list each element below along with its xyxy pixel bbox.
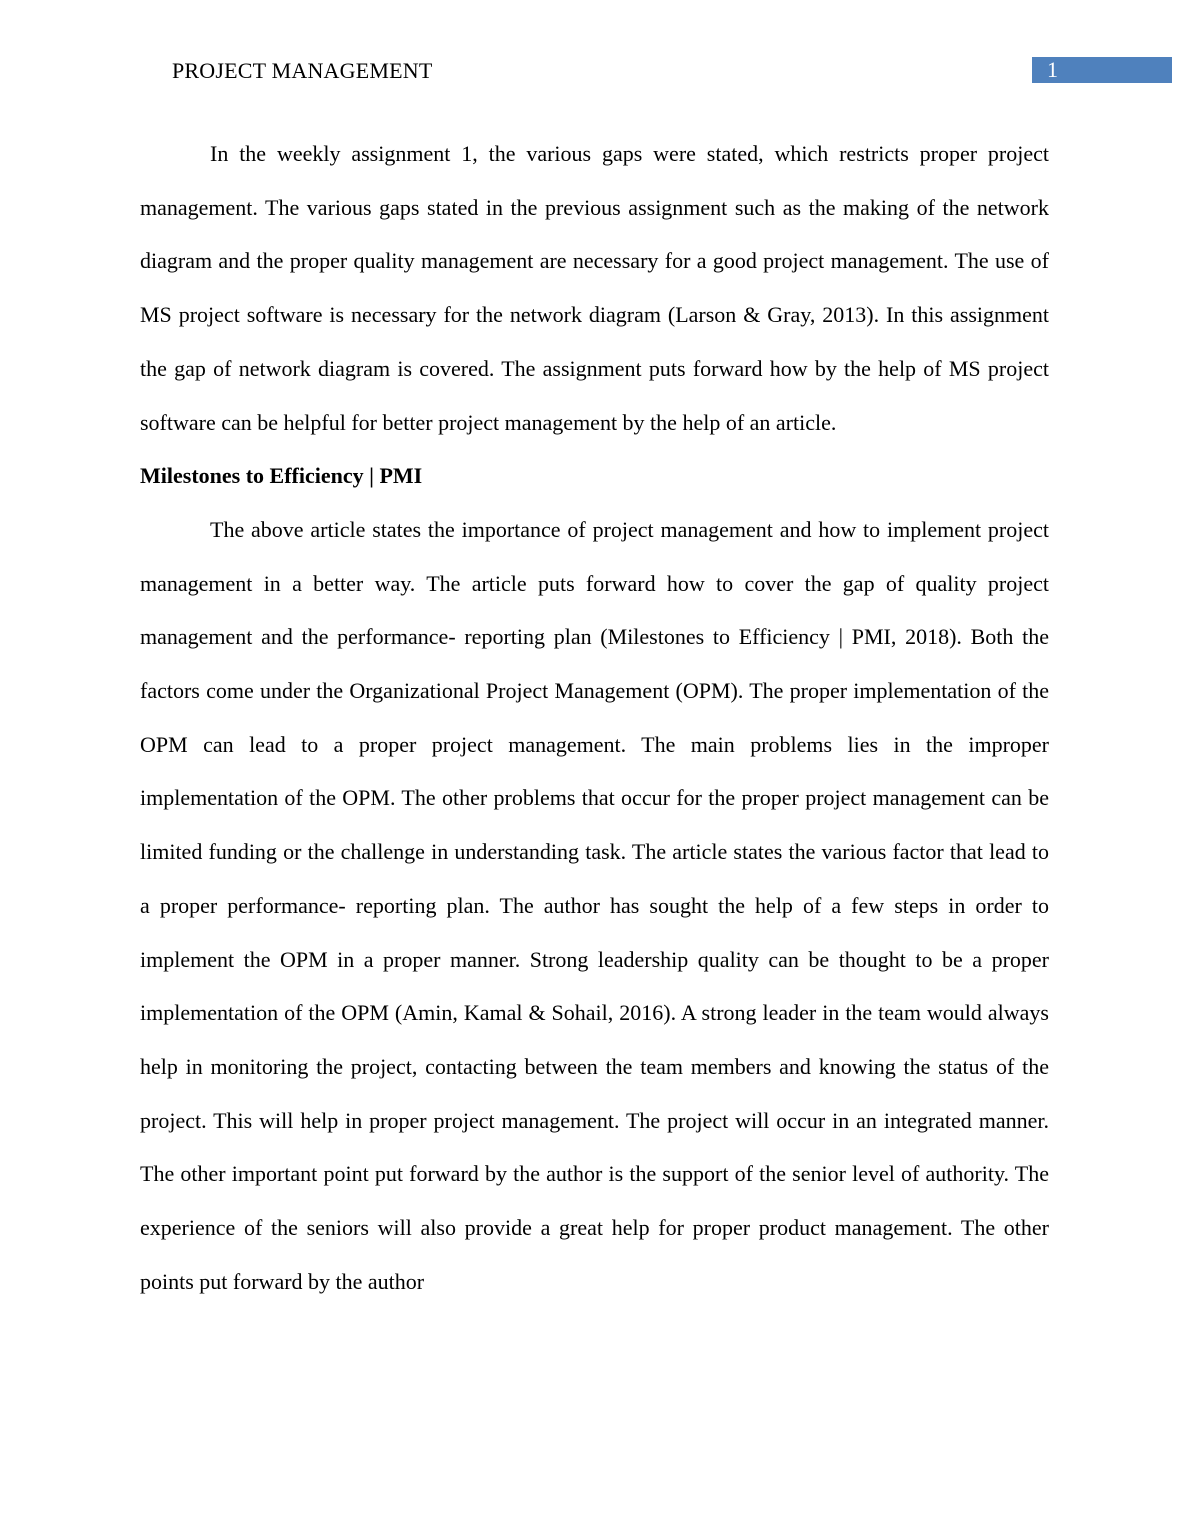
section-heading: Milestones to Efficiency | PMI [140,463,423,489]
page-number-box [1032,57,1172,83]
document-body [140,127,1049,1308]
page-number: 1 [1047,57,1058,82]
paragraph-intro: In the weekly assignment 1, the various gaps were stated, which restricts proper project management. The various gaps stated in the previous assignment such as the making of the network diagram and the proper quality management are necessary for a good project management. The use of MS project software is necessary for the network diagram (Larson & Gray, 2013). In this assignment the gap of network diagram is covered. The assignment puts forward how by the help of MS project software can be helpful for better project management by the help of an article. [140,141,1049,435]
running-head: PROJECT MANAGEMENT [172,58,433,83]
paragraph-article-summary: The above article states the importance of project management and how to implement project management in a better way. The article puts forward how to cover the gap of quality project management and the performance- reporting plan (Milestones to Efficiency | PMI, 2018). Both the factors come under the Organizational Project Management (OPM). The proper implementation of the OPM can lead to a proper project management. The main problems lies in the improper implementation of the OPM. The other problems that occur for the proper project management can be limited funding or the challenge in understanding task. The article states the various factor that lead to a proper performance- reporting plan. The author has sought the help of a few steps in order to implement the OPM in a proper manner. Strong leadership quality can be thought to be a proper implementation of the OPM (Amin, Kamal & Sohail, 2016). A strong leader in the team would always help in monitoring the project, contacting between the team members and knowing the status of the project. This will help in proper project management. The project will occur in an integrated manner. The other important point put forward by the author is the support of the senior level of authority. The experience of the seniors will also provide a great help for proper product management. The other points put forward by the author [140,516,1049,1294]
